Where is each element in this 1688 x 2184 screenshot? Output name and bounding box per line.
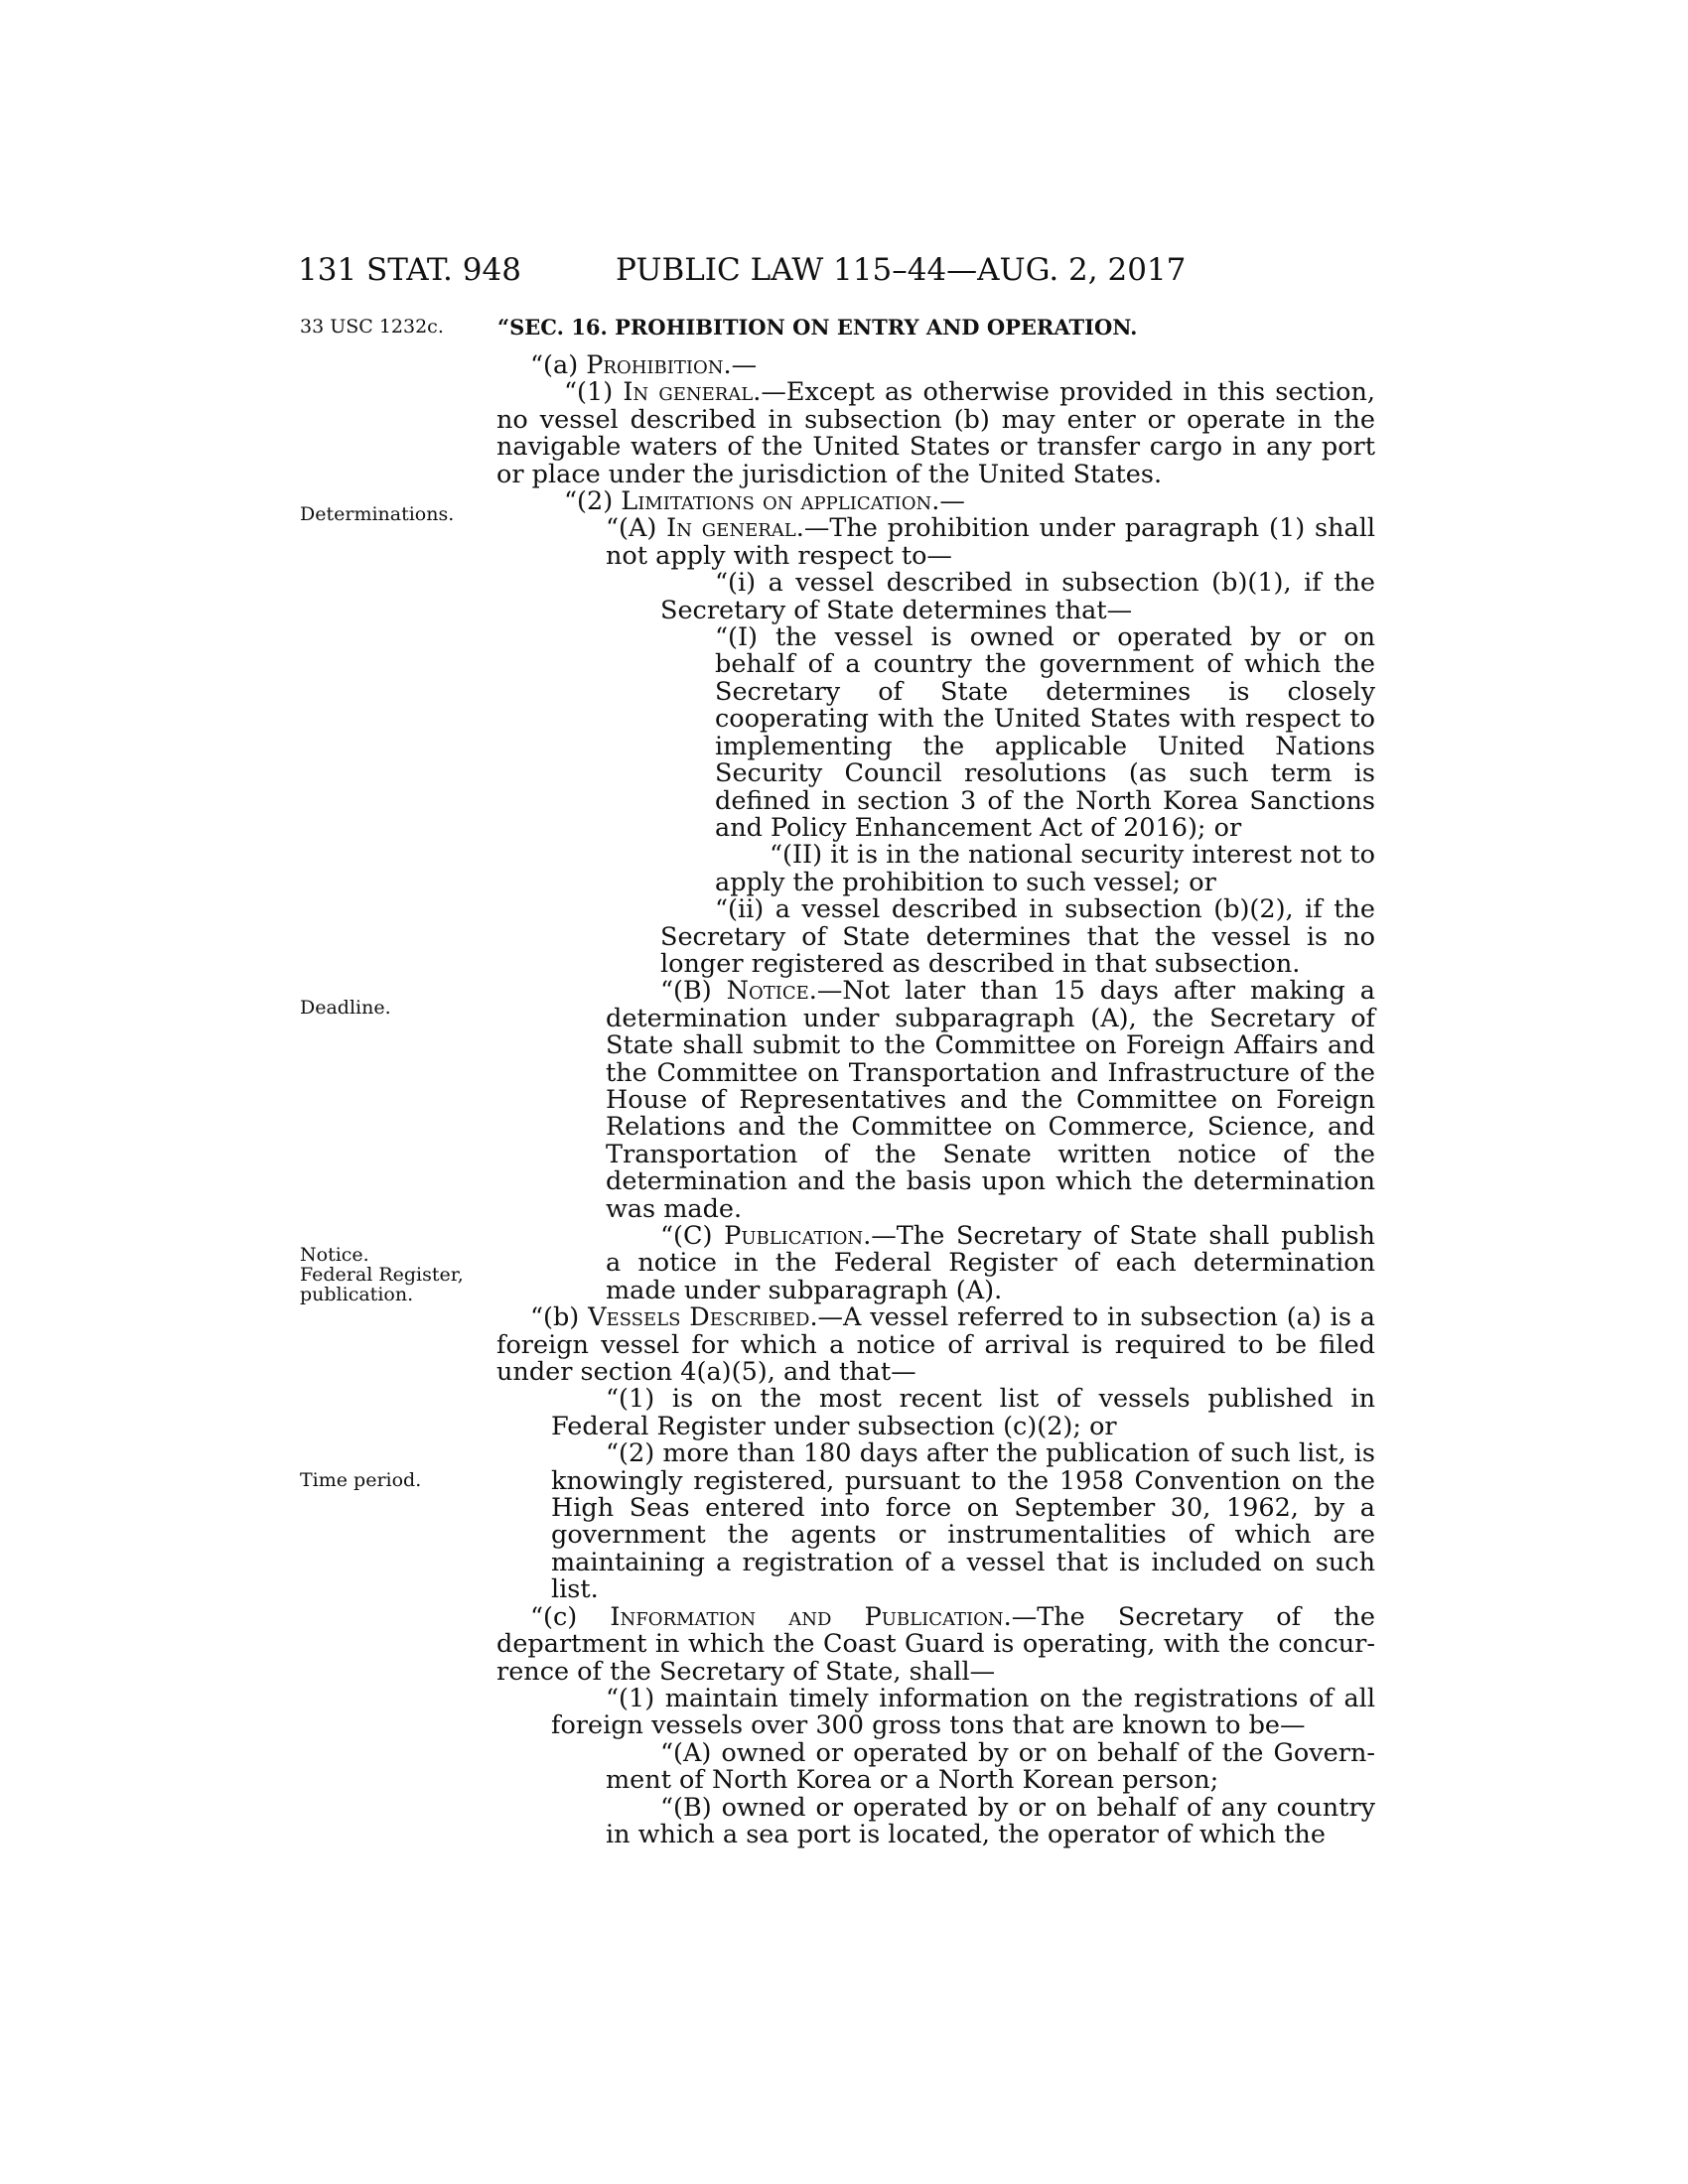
paragraph-a2: “(2) Limitations on application.— — [564, 486, 965, 517]
subparagraph-a2-B: “(B) Notice.—Not later than 15 days after making a determination under subparagraph (A), the Secretary of State shall submit to the Committee on Foreign Affairs and the Committee on Transportation and Infrastructure of the House of Representatives and the Committee on Foreign Relations and the Committee on Commerce, Science, and Transportation of the Senate written notice of the determination and the basis upon which the determination was made. — [606, 976, 1376, 1224]
subsection-b: “(b) Vessels Described.—A vessel referred to in subsection (a) is a foreign vessel for which a notice of arrival is required to be filed under section 4(a)(5), and that— — [496, 1302, 1375, 1388]
running-header — [298, 252, 1192, 292]
paragraph-b1: “(1) is on the most recent list of vessels published in Federal Register under subsection (c)(2); or — [551, 1384, 1375, 1441]
subclause-I: “(I) the vessel is owned or operated by or on behalf of a country the government of which the Secretary of State determines is closely cooperating with the United States with respect to implementing the applicable United Nations Security Council resolutions (as such term is defined in section 3 of the North Korea Sanctions and Policy Enhancement Act of 2016); or — [715, 622, 1375, 843]
paragraph-a1: “(1) In general.—Except as otherwise provided in this section, no vessel described in subsection (b) may enter or operate in the navigable waters of the United States or transfer cargo in any port or place under the jurisdiction of the United States. — [496, 377, 1376, 489]
margin-note-time-period: Time period. — [300, 1469, 422, 1491]
margin-note-notice: Notice. — [300, 1244, 369, 1266]
clause-ii: “(ii) a vessel described in subsection (b)(2), if the Secretary of State determines that the vessel is no longer registered as described in that subsection. — [660, 894, 1375, 979]
stat-page-number: 131 STAT. 948 — [298, 252, 521, 288]
subparagraph-c1-A: “(A) owned or operated by or on behalf of the Government of North Korea or a North Korean person; — [606, 1737, 1375, 1796]
section-heading: “SEC. 16. PROHIBITION ON ENTRY AND OPERATION. — [497, 315, 1138, 340]
public-law-title: PUBLIC LAW 115–44—AUG. 2, 2017 — [616, 252, 1187, 288]
subparagraph-a2-A: “(A) In general.—The prohibition under paragraph (1) shall not apply with respect to— — [606, 513, 1376, 571]
subparagraph-a2-C: “(C) Publication.—The Secretary of State shall publish a notice in the Federal Register of each determination made under subparagraph (A). — [606, 1221, 1375, 1305]
subsection-a: “(a) Prohibition.— — [530, 350, 758, 380]
margin-note-determinations: Determinations. — [300, 503, 455, 525]
margin-note-deadline: Deadline. — [300, 997, 391, 1019]
subsection-c: “(c) Information and Publication.—The Secretary of the department in which the Coast Guard is operating, with the concurrence of the Secretary of State, shall— — [496, 1601, 1375, 1687]
margin-note-publication: publication. — [300, 1284, 414, 1305]
paragraph-b2: “(2) more than 180 days after the publication of such list, is knowingly registered, pursuant to the 1958 Convention on the High Seas entered into force on September 30, 1962, by a government the agents or instrumentalities of which are maintaining a registration of a vessel that is included on such list. — [551, 1438, 1375, 1605]
statute-body — [496, 352, 1375, 1848]
margin-note-federal-register: Federal Register, — [300, 1264, 464, 1286]
paragraph-c1: “(1) maintain timely information on the registrations of all foreign vessels over 300 gross tons that are known to be— — [551, 1683, 1375, 1741]
subparagraph-c1-B: “(B) owned or operated by or on behalf of any country in which a sea port is located, the operator of which the — [606, 1792, 1375, 1849]
margin-note-cite: 33 USC 1232c. — [300, 316, 444, 338]
subclause-II: “(II) it is in the national security interest not to apply the prohibition to such vessel; or — [715, 840, 1375, 897]
clause-i: “(i) a vessel described in subsection (b)(1), if the Secretary of State determines that— — [660, 568, 1375, 625]
